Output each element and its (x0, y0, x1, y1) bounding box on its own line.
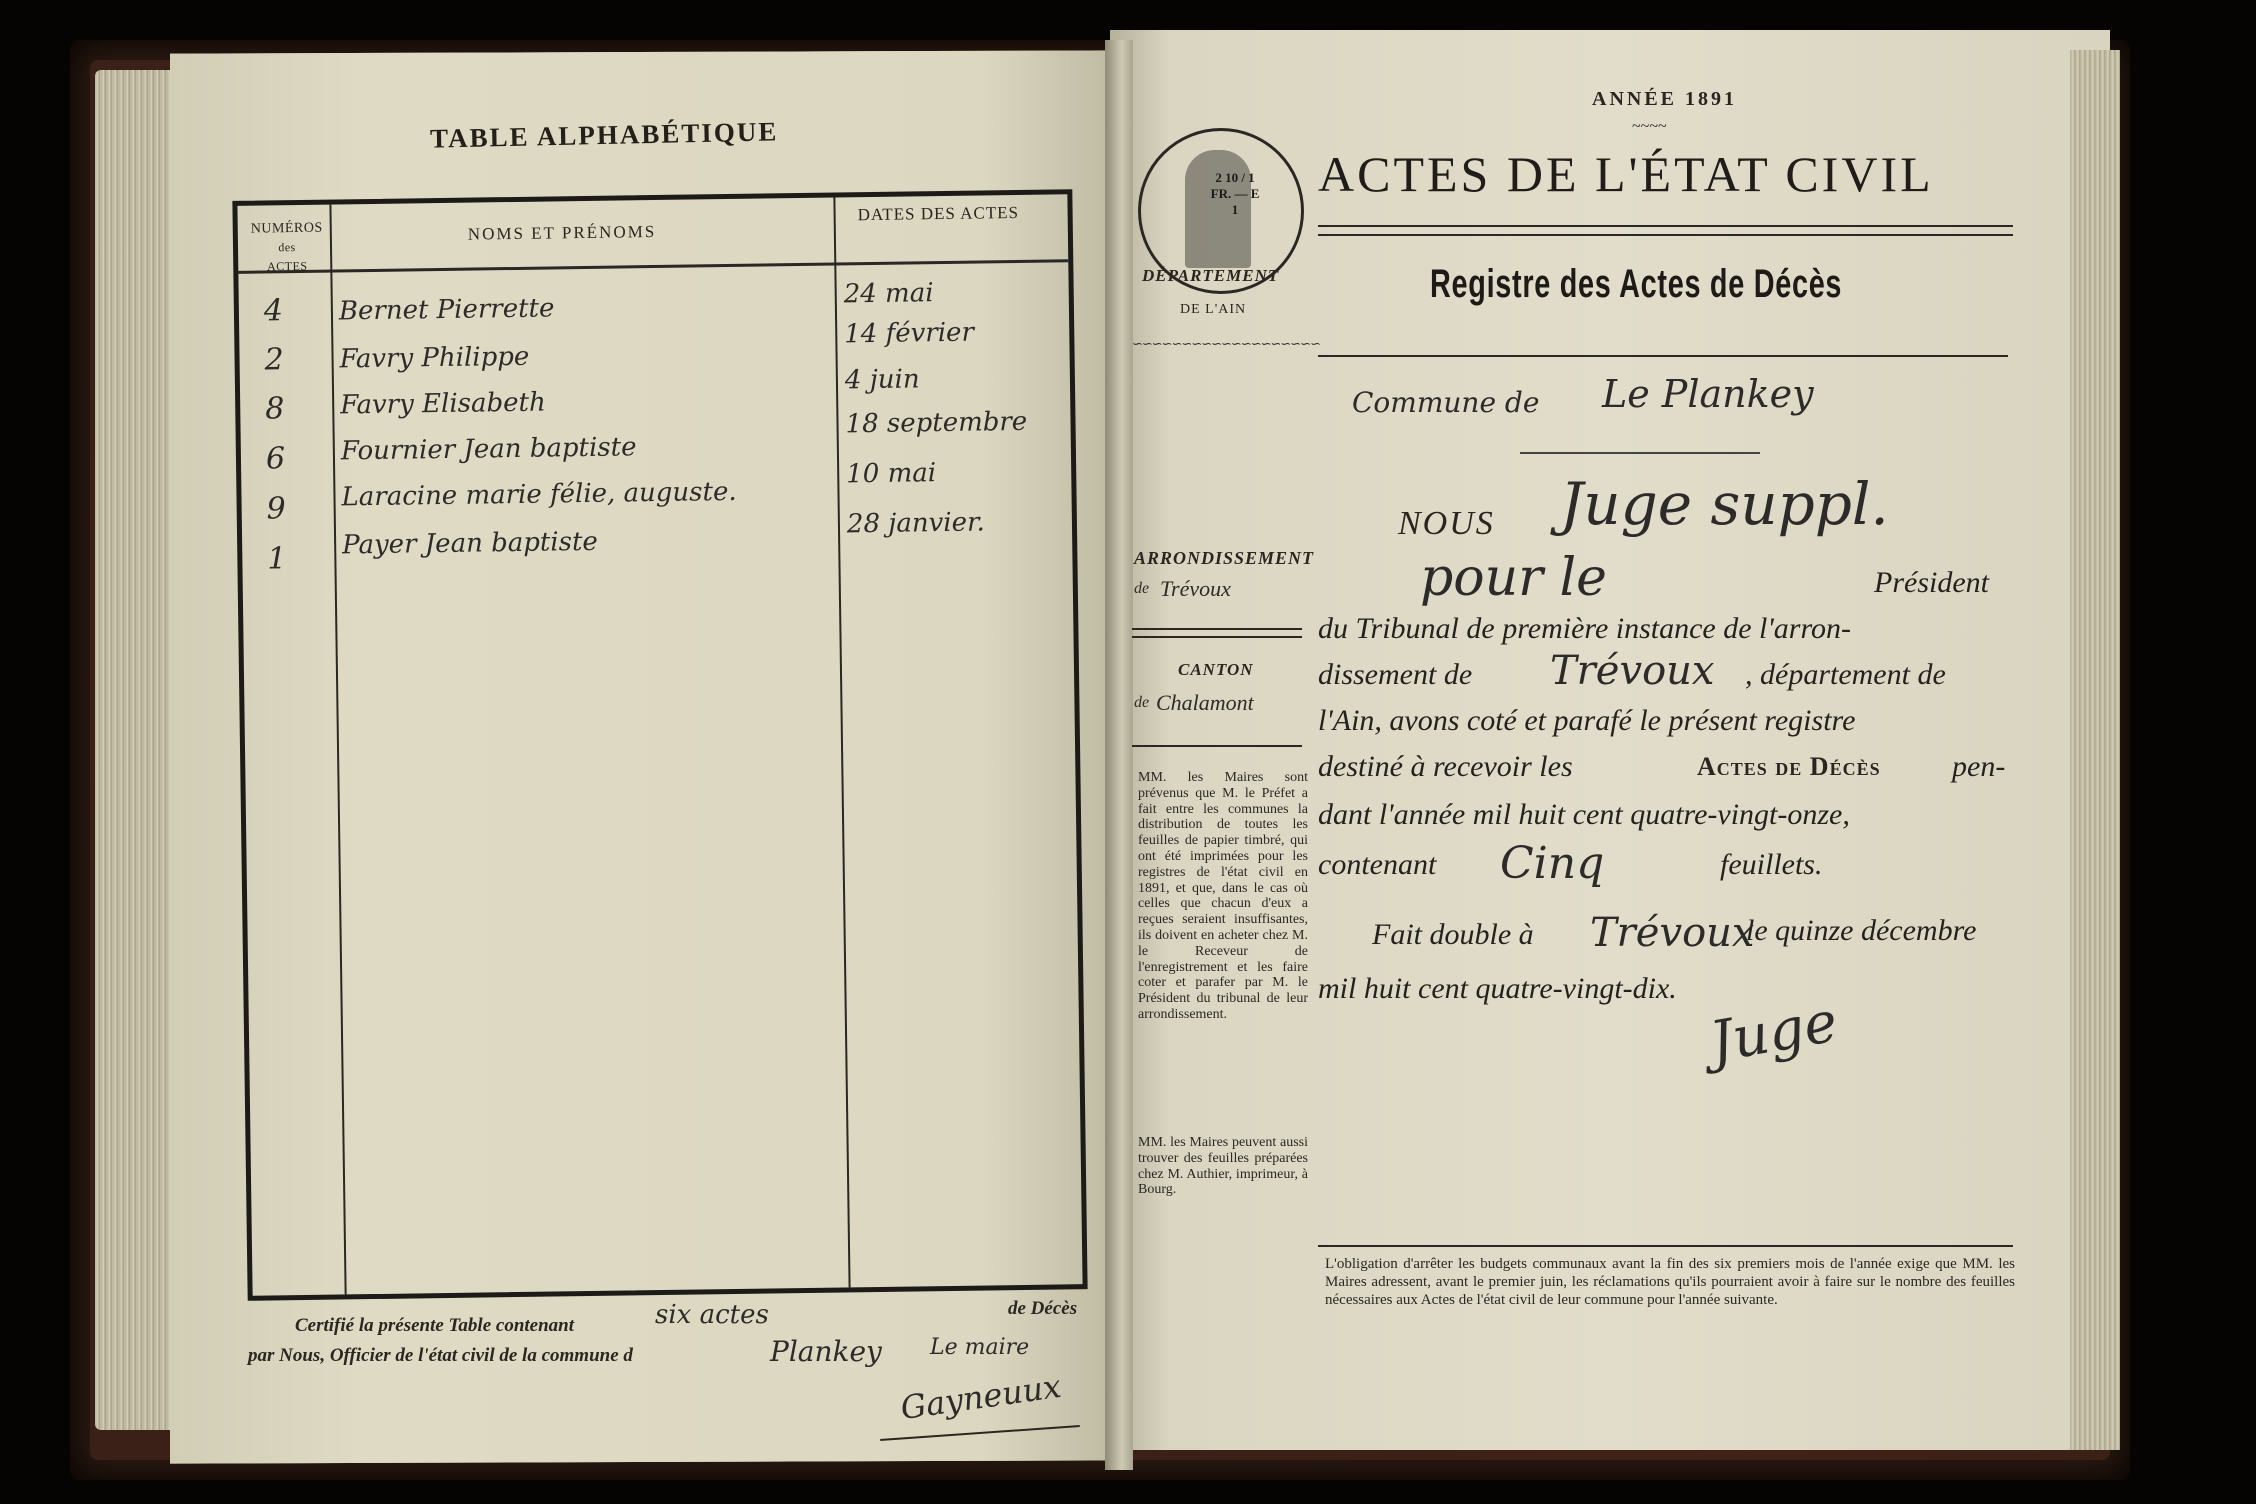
index-table (232, 189, 1087, 1301)
row-date: 14 février (844, 317, 975, 350)
body-line: dissement de (1318, 658, 1473, 691)
title-rule (1318, 225, 2013, 227)
body-line: destiné à recevoir les (1318, 750, 1573, 783)
canton-de: de (1134, 694, 1150, 711)
commune-name: Le Plankey (1602, 372, 1814, 416)
header-names: NOMS ET PRÉNOMS (467, 222, 657, 244)
arrondissement-name: Trévoux (1160, 576, 1231, 601)
certification-count: six actes (655, 1300, 769, 1330)
row-date: 4 juin (844, 364, 920, 396)
footer-notice: L'obligation d'arrêter les budgets communaux avant la fin des six premiers mois de l'année exige que MM. les Maires adressent, avant le premier juin, les réclamations qu'ils pourraient avoir à faire sur le nombre des feuilles nécessaires aux Actes de l'état civil de leur commune pour l'année suivante. (1325, 1256, 2015, 1308)
body-line: l'Ain, avons coté et parafé le présent registre (1318, 704, 1856, 737)
stamp-wavy-rule: ∽∽∽∽∽∽∽∽∽∽∽∽∽∽∽∽∽∽∽ (1132, 336, 1320, 351)
header-numeros-l1: NUMÉROS (250, 220, 323, 237)
header-numeros-l3: ACTES (266, 258, 308, 274)
row-number: 9 (266, 491, 287, 527)
feuillets-count-handwritten: Cinq (1500, 838, 1605, 889)
row-date: 10 mai (846, 458, 937, 490)
subtitle-rule (1318, 355, 2008, 357)
sidebar-rule (1132, 636, 1302, 638)
row-date: 28 janvier. (846, 507, 986, 540)
fait-double: Fait double à (1372, 918, 1534, 951)
canton-label: CANTON (1178, 660, 1254, 679)
actes-deces-smallcaps: Actes de Décès (1697, 752, 1881, 781)
body-line: contenant (1318, 848, 1437, 881)
row-name: Bernet Pierrette (338, 293, 555, 327)
row-date: 24 mai (843, 278, 934, 310)
certification-deces: de Décès (1008, 1298, 1078, 1319)
row-name: Payer Jean baptiste (341, 526, 599, 561)
row-name: Favry Philippe (339, 341, 530, 375)
footer-rule (1318, 1245, 2013, 1247)
body-line: dant l'année mil huit cent quatre-vingt-onze, (1318, 798, 1850, 831)
fait-date: le quinze décembre (1746, 914, 1977, 947)
row-name: Laracine marie félie, auguste. (341, 476, 737, 513)
row-number: 2 (264, 342, 284, 378)
canton-name: Chalamont (1156, 690, 1254, 715)
sidebar-rule (1132, 745, 1302, 747)
arrondissement-de: de (1134, 580, 1150, 597)
row-number: 6 (265, 441, 286, 477)
header-numeros (244, 219, 331, 277)
arrondissement-handwritten: Trévoux (1550, 648, 1715, 694)
annee-label: ANNÉE 1891 (1592, 88, 1738, 110)
row-name: Fournier Jean baptiste (340, 432, 637, 467)
commune-label: Commune de (1352, 386, 1540, 419)
row-name: Favry Elisabeth (340, 387, 546, 421)
register-main-title: ACTES DE L'ÉTAT CIVIL (1318, 146, 1934, 202)
commune-rule (1520, 452, 1760, 454)
pour-handwritten: pour le (1420, 548, 1607, 608)
stamp-value: 2 10 / 1 FR. — E 1 (1210, 170, 1260, 217)
stamp-departement: DÉPARTEMENT (1142, 266, 1280, 285)
body-line: du Tribunal de première instance de l'arron- (1318, 612, 1852, 645)
certification-line2: par Nous, Officier de l'état civil de la commune d (248, 1345, 633, 1366)
annee-ornament: ~~~~ (1632, 118, 1667, 135)
maires-note-2: MM. les Maires peuvent aussi trouver des feuilles préparées chez M. Authier, imprimeur, à Bourg. (1138, 1135, 1308, 1198)
judge-signature: Juge (1705, 989, 1843, 1076)
arrondissement-label: ARRONDISSEMENT (1134, 548, 1315, 568)
page-edges-right (2070, 50, 2120, 1450)
certification-line1: Certifié la présente Table contenant (295, 1315, 575, 1336)
book-gutter (1105, 40, 1133, 1470)
certification-role: Le maire (930, 1335, 1030, 1360)
title-rule (1318, 234, 2013, 236)
table-title: TABLE ALPHABÉTIQUE (429, 116, 779, 154)
nous-label: NOUS (1398, 505, 1495, 542)
body-line: pen- (1952, 750, 2006, 783)
mayor-signature: Gayneuux (898, 1366, 1064, 1428)
register-subtitle: Registre des Actes de Décès (1430, 262, 1843, 306)
fait-lieu-handwritten: Trévoux (1590, 910, 1755, 956)
header-rule (238, 259, 1068, 274)
column-divider (833, 197, 850, 1287)
row-number: 4 (263, 293, 284, 329)
body-line: , département de (1745, 658, 1946, 691)
header-numeros-l2: des (278, 240, 296, 255)
row-date: 18 septembre (845, 406, 1028, 440)
sidebar-rule (1132, 628, 1302, 630)
header-dates: DATES DES ACTES (857, 202, 1020, 225)
maires-note-1: MM. les Maires sont prévenus que M. le Préfet a fait entre les communes la distribution de toutes les feuilles de papier timbré, qui ont été imprimées pour les registres de l'état civil en 1891, et que, dans le cas où celles que chacun d'eux a reçues seraient insuffisantes, ils doivent en acheter chez M. le Receveur de l'enregistrement et les faire coter et parafer par M. le Président du tribunal de leur arrondissement. (1138, 770, 1308, 1022)
stamp-de-ain: DE L'AIN (1180, 302, 1247, 317)
row-number: 1 (267, 541, 287, 577)
row-number: 8 (265, 391, 285, 427)
president-word: Président (1874, 566, 1989, 599)
body-line: feuillets. (1720, 848, 1823, 881)
fait-date-line2: mil huit cent quatre-vingt-dix. (1318, 972, 1677, 1005)
certification-commune: Plankey (770, 1335, 882, 1368)
juge-handwritten: Juge suppl. (1560, 470, 1889, 538)
